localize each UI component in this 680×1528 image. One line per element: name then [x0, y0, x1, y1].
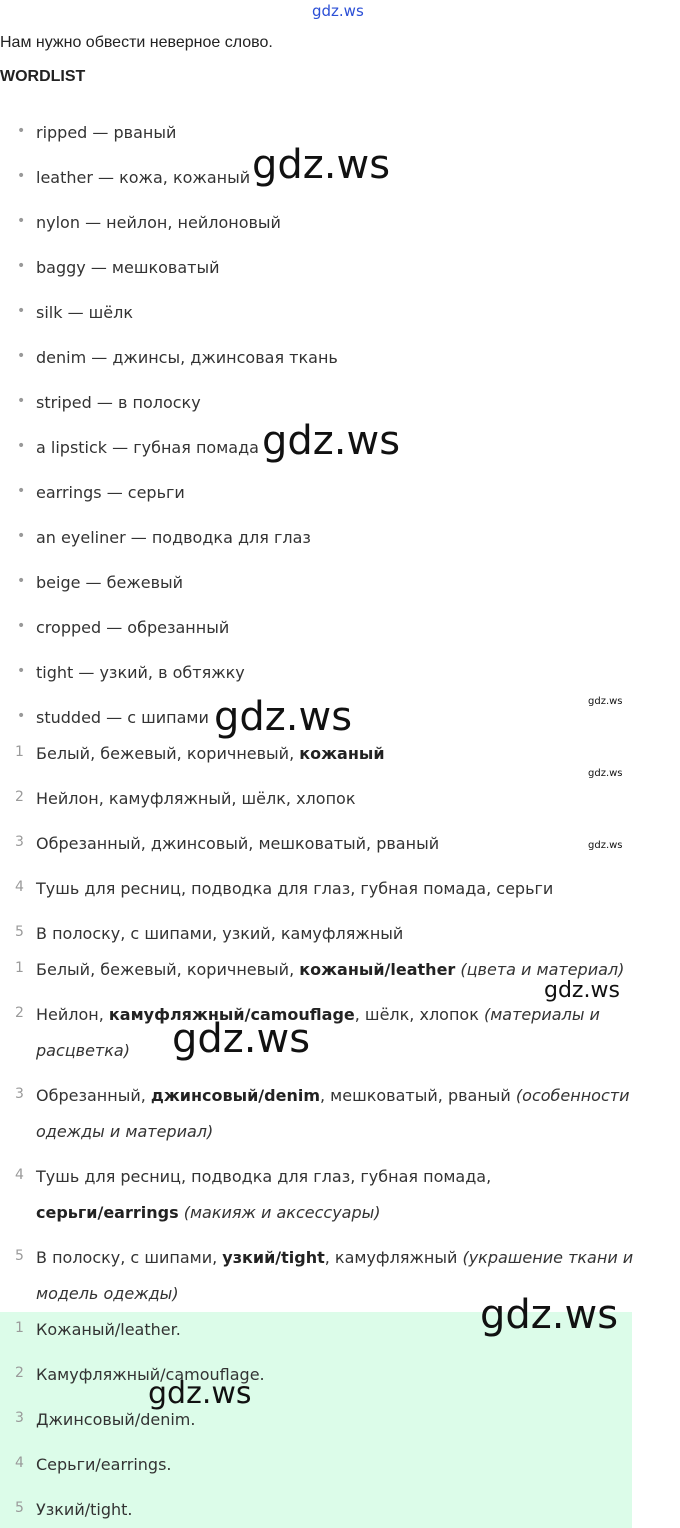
answer-number: 5 [15, 1500, 24, 1516]
answer-text: Джинсовый/denim. [36, 1410, 196, 1429]
watermark: gdz.ws [148, 1376, 252, 1411]
bullet: • [17, 708, 26, 724]
wordlist-item-text: earrings — серьги [36, 483, 185, 502]
explanation-number: 1 [15, 960, 24, 976]
wordlist-item-text: a lipstick — губная помада [36, 438, 259, 457]
group-text: Нейлон, камуфляжный, шёлк, хлопок [36, 789, 356, 808]
group-text: Тушь для ресниц, подводка для глаз, губная помада, серьги [36, 879, 554, 898]
explanation-text: Обрезанный, джинсовый/denim, мешковатый, рваный (особенности одежды и материал) [36, 1086, 630, 1141]
explanation-text: Тушь для ресниц, подводка для глаз, губная помада, серьги/earrings (макияж и аксессуары) [36, 1167, 492, 1222]
watermark: gdz.ws [544, 978, 620, 1003]
explanation-text: Нейлон, камуфляжный/camouflage, шёлк, хлопок (материалы и расцветка) [36, 1005, 600, 1060]
bullet: • [17, 438, 26, 454]
explanation-text: Белый, бежевый, коричневый, кожаный/leather (цвета и материал) [36, 960, 625, 979]
answer-number: 1 [15, 1320, 24, 1336]
explanation-text: В полоску, с шипами, узкий/tight, камуфляжный (украшение ткани и модель одежды) [36, 1248, 634, 1303]
bullet: • [17, 528, 26, 544]
bullet: • [17, 663, 26, 679]
answer-number: 4 [15, 1455, 24, 1471]
bullet: • [17, 303, 26, 319]
answer-number: 2 [15, 1365, 24, 1381]
wordlist-item-text: baggy — мешковатый [36, 258, 220, 277]
answer-text: Узкий/tight. [36, 1500, 133, 1519]
wordlist-item-text: striped — в полоску [36, 393, 201, 412]
explanation-number: 5 [15, 1248, 24, 1264]
group-text: Белый, бежевый, коричневый, кожаный [36, 744, 385, 763]
bullet: • [17, 393, 26, 409]
answer-text: Кожаный/leather. [36, 1320, 181, 1339]
watermark: gdz.ws [588, 768, 623, 779]
bullet: • [17, 348, 26, 364]
watermark: gdz.ws [214, 694, 353, 740]
wordlist-item-text: denim — джинсы, джинсовая ткань [36, 348, 338, 367]
wordlist-item-text: beige — бежевый [36, 573, 184, 592]
watermark: gdz.ws [588, 840, 623, 851]
watermark: gdz.ws [262, 418, 401, 464]
group-text: Обрезанный, джинсовый, мешковатый, рваный [36, 834, 440, 853]
watermark: gdz.ws [252, 142, 391, 188]
wordlist-item-text: ripped — рваный [36, 123, 177, 142]
group-number: 3 [15, 834, 24, 850]
wordlist-item-text: tight — узкий, в обтяжку [36, 663, 245, 682]
answer-word: кожаный [299, 744, 385, 763]
bullet: • [17, 168, 26, 184]
answer-text: Серьги/earrings. [36, 1455, 172, 1474]
wordlist-item-text: cropped — обрезанный [36, 618, 230, 637]
wordlist-item-text: silk — шёлк [36, 303, 134, 322]
group-number: 2 [15, 789, 24, 805]
bullet: • [17, 483, 26, 499]
explanation-number: 2 [15, 1005, 24, 1021]
group-number: 5 [15, 924, 24, 940]
group-number: 4 [15, 879, 24, 895]
intro-text: Нам нужно обвести неверное слово. [0, 34, 273, 51]
wordlist-item-text: nylon — нейлон, нейлоновый [36, 213, 281, 232]
bullet: • [17, 573, 26, 589]
answer-text: Камуфляжный/camouflage. [36, 1365, 265, 1384]
watermark: gdz.ws [172, 1016, 311, 1062]
bullet: • [17, 123, 26, 139]
wordlist-item-text: leather — кожа, кожаный [36, 168, 251, 187]
watermark: gdz.ws [588, 696, 623, 707]
site-label[interactable]: gdz.ws [312, 2, 364, 20]
wordlist-item-text: studded — с шипами [36, 708, 209, 727]
explanation-number: 3 [15, 1086, 24, 1102]
bullet: • [17, 258, 26, 274]
answer-number: 3 [15, 1410, 24, 1426]
bullet: • [17, 618, 26, 634]
group-text: В полоску, с шипами, узкий, камуфляжный [36, 924, 404, 943]
group-number: 1 [15, 744, 24, 760]
wordlist-item-text: an eyeliner — подводка для глаз [36, 528, 311, 547]
bullet: • [17, 213, 26, 229]
wordlist-heading: WORDLIST [0, 68, 86, 85]
watermark: gdz.ws [480, 1292, 619, 1338]
explanation-number: 4 [15, 1167, 24, 1183]
